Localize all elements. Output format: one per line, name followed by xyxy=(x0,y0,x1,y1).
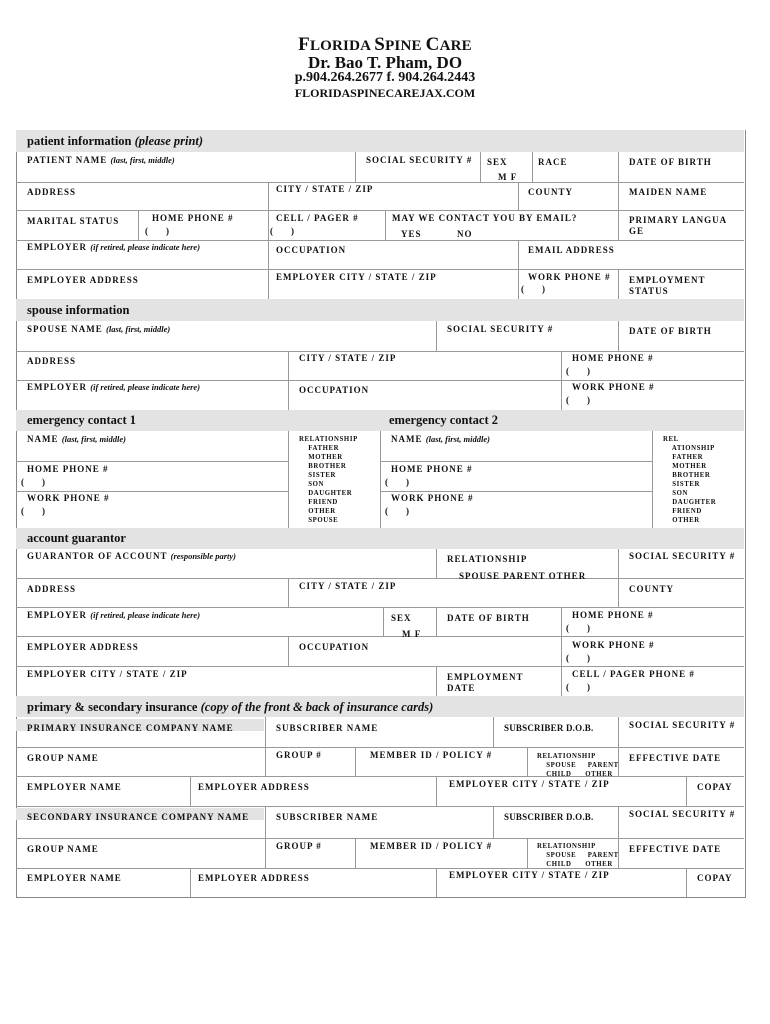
guarantor-employment-date-field[interactable]: EMPLOYMENT xyxy=(447,672,524,682)
patient-maiden-field[interactable]: MAIDEN NAME xyxy=(629,187,708,197)
secondary-effective-date-field[interactable]: EFFECTIVE DATE xyxy=(629,844,722,854)
patient-sex-label: SEX xyxy=(487,157,508,167)
primary-subscriber-field[interactable]: SUBSCRIBER NAME xyxy=(276,723,379,733)
patient-section-title: patient information (please print) xyxy=(27,134,204,148)
primary-group-name-field[interactable]: GROUP NAME xyxy=(27,753,99,763)
secondary-group-no-field[interactable]: GROUP # xyxy=(276,841,322,851)
primary-employer-name-field[interactable]: EMPLOYER NAME xyxy=(27,782,122,792)
patient-city-field[interactable]: CITY / STATE / ZIP xyxy=(276,184,374,194)
guarantor-cell-blank[interactable]: ( ) xyxy=(566,682,590,692)
email-consent-no[interactable]: NO xyxy=(457,229,473,239)
spouse-name-field[interactable]: SPOUSE NAME (last, first, middle) xyxy=(27,324,171,334)
patient-email-field[interactable]: EMAIL ADDRESS xyxy=(528,245,615,255)
spouse-work-phone-blank[interactable]: ( ) xyxy=(566,395,590,405)
guarantor-address-field[interactable]: ADDRESS xyxy=(27,584,77,594)
primary-group-no-field[interactable]: GROUP # xyxy=(276,750,322,760)
patient-marital-field[interactable]: MARITAL STATUS xyxy=(27,216,120,226)
patient-language-field[interactable]: PRIMARY LANGUA xyxy=(629,215,728,225)
patient-home-phone-field[interactable]: HOME PHONE # xyxy=(152,213,234,223)
patient-sex-options[interactable]: M F xyxy=(498,172,518,182)
patient-employer-address-field[interactable]: EMPLOYER ADDRESS xyxy=(27,275,139,285)
patient-employment-status-field[interactable]: EMPLOYMENT xyxy=(629,275,706,285)
secondary-group-name-field[interactable]: GROUP NAME xyxy=(27,844,99,854)
patient-employer-field[interactable]: EMPLOYER (if retired, please indicate here) xyxy=(27,242,201,252)
guarantor-name-field[interactable]: GUARANTOR OF ACCOUNT (responsible party) xyxy=(27,551,237,561)
primary-ssn-field[interactable]: SOCIAL SECURITY # xyxy=(629,720,736,730)
practice-name: FLORIDA SPINE CARE xyxy=(298,34,472,55)
patient-ssn-field[interactable]: SOCIAL SECURITY # xyxy=(366,155,473,165)
spouse-employer-field[interactable]: EMPLOYER (if retired, please indicate here) xyxy=(27,382,201,392)
patient-dob-field[interactable]: DATE OF BIRTH xyxy=(629,157,712,167)
guarantor-employer-field[interactable]: EMPLOYER (if retired, please indicate here) xyxy=(27,610,201,620)
guarantor-employment-date-cont: DATE xyxy=(447,683,476,693)
spouse-home-phone-blank[interactable]: ( ) xyxy=(566,366,590,376)
secondary-member-id-field[interactable]: MEMBER ID / POLICY # xyxy=(370,841,493,851)
secondary-employer-name-field[interactable]: EMPLOYER NAME xyxy=(27,873,122,883)
secondary-relationship-options[interactable]: RELATIONSHIP SPOUSE PARENT CHILD OTHER xyxy=(537,843,619,868)
secondary-copay-field[interactable]: COPAY xyxy=(697,873,733,883)
primary-subscriber-dob-field[interactable]: SUBSCRIBER D.O.B. xyxy=(504,723,594,733)
patient-email-consent-label: MAY WE CONTACT YOU BY EMAIL? xyxy=(392,213,578,223)
emergency1-home-phone-blank[interactable]: ( ) xyxy=(21,477,45,487)
patient-language-field-cont: GE xyxy=(629,226,645,236)
primary-copay-field[interactable]: COPAY xyxy=(697,782,733,792)
patient-cell-blank[interactable]: ( ) xyxy=(270,226,294,236)
spouse-ssn-field[interactable]: SOCIAL SECURITY # xyxy=(447,324,554,334)
emergency2-name-field[interactable]: NAME (last, first, middle) xyxy=(391,434,490,444)
emergency1-home-phone-field[interactable]: HOME PHONE # xyxy=(27,464,109,474)
spouse-section-title: spouse information xyxy=(27,303,130,317)
emergency1-name-field[interactable]: NAME (last, first, middle) xyxy=(27,434,126,444)
emergency1-relationship-options[interactable]: RELATIONSHIP FATHER MOTHER BROTHER SISTER SON DAUGHTER FRIEND OTHER SPOUSE xyxy=(299,436,358,524)
patient-name-field[interactable]: PATIENT NAME (last, first, middle) xyxy=(27,155,175,165)
secondary-ssn-field[interactable]: SOCIAL SECURITY # xyxy=(629,809,736,819)
patient-employer-city-field[interactable]: EMPLOYER CITY / STATE / ZIP xyxy=(276,272,437,282)
primary-member-id-field[interactable]: MEMBER ID / POLICY # xyxy=(370,750,493,760)
patient-cell-field[interactable]: CELL / PAGER # xyxy=(276,213,359,223)
doctor-name: Dr. Bao T. Pham, DO xyxy=(307,53,463,72)
guarantor-work-phone-field[interactable]: WORK PHONE # xyxy=(572,640,655,650)
guarantor-employer-address-field[interactable]: EMPLOYER ADDRESS xyxy=(27,642,139,652)
emergency2-relationship-options[interactable]: REL ATIONSHIP FATHER MOTHER BROTHER SISTER SON DAUGHTER FRIEND OTHER xyxy=(663,436,717,524)
practice-website: FLORIDASPINECAREJAX.COM xyxy=(294,86,476,100)
emergency2-home-phone-field[interactable]: HOME PHONE # xyxy=(391,464,473,474)
guarantor-employer-city-field[interactable]: EMPLOYER CITY / STATE / ZIP xyxy=(27,669,188,679)
patient-home-phone-blank[interactable]: ( ) xyxy=(145,226,169,236)
guarantor-relationship-label: RELATIONSHIP xyxy=(447,554,528,564)
guarantor-occupation-field[interactable]: OCCUPATION xyxy=(299,642,370,652)
emergency2-home-phone-blank[interactable]: ( ) xyxy=(385,477,409,487)
guarantor-home-phone-field[interactable]: HOME PHONE # xyxy=(572,610,654,620)
guarantor-section-title: account guarantor xyxy=(27,531,126,545)
spouse-dob-field[interactable]: DATE OF BIRTH xyxy=(629,326,712,336)
spouse-occupation-field[interactable]: OCCUPATION xyxy=(299,385,370,395)
email-consent-yes[interactable]: YES xyxy=(401,229,422,239)
guarantor-county-field[interactable]: COUNTY xyxy=(629,584,675,594)
patient-address-field[interactable]: ADDRESS xyxy=(27,187,77,197)
secondary-company-field[interactable]: SECONDARY INSURANCE COMPANY NAME xyxy=(27,812,250,822)
emergency2-work-phone-field[interactable]: WORK PHONE # xyxy=(391,493,474,503)
patient-occupation-field[interactable]: OCCUPATION xyxy=(276,245,347,255)
guarantor-city-field[interactable]: CITY / STATE / ZIP xyxy=(299,581,397,591)
secondary-subscriber-dob-field[interactable]: SUBSCRIBER D.O.B. xyxy=(504,812,594,822)
emergency2-work-phone-blank[interactable]: ( ) xyxy=(385,506,409,516)
spouse-home-phone-field[interactable]: HOME PHONE # xyxy=(572,353,654,363)
primary-effective-date-field[interactable]: EFFECTIVE DATE xyxy=(629,753,722,763)
emergency1-section-title: emergency contact 1 xyxy=(27,413,136,427)
primary-company-field[interactable]: PRIMARY INSURANCE COMPANY NAME xyxy=(27,723,234,733)
guarantor-sex-label: SEX xyxy=(391,613,412,623)
guarantor-work-phone-blank[interactable]: ( ) xyxy=(566,653,590,663)
patient-work-phone-blank[interactable]: ( ) xyxy=(521,284,545,294)
secondary-employer-city-field[interactable]: EMPLOYER CITY / STATE / ZIP xyxy=(449,870,610,880)
patient-employment-status-cont: STATUS xyxy=(629,286,669,296)
primary-relationship-options[interactable]: RELATIONSHIP SPOUSE PARENT CHILD OTHER xyxy=(537,753,619,778)
guarantor-dob-field[interactable]: DATE OF BIRTH xyxy=(447,613,530,623)
patient-race-field[interactable]: RACE xyxy=(538,157,568,167)
secondary-employer-address-field[interactable]: EMPLOYER ADDRESS xyxy=(198,873,310,883)
guarantor-sex-options[interactable]: M F xyxy=(402,629,422,639)
spouse-address-field[interactable]: ADDRESS xyxy=(27,356,77,366)
emergency1-work-phone-blank[interactable]: ( ) xyxy=(21,506,45,516)
primary-employer-city-field[interactable]: EMPLOYER CITY / STATE / ZIP xyxy=(449,779,610,789)
secondary-subscriber-field[interactable]: SUBSCRIBER NAME xyxy=(276,812,379,822)
patient-county-field[interactable]: COUNTY xyxy=(528,187,574,197)
insurance-section-title: primary & secondary insurance (copy of the front & back of insurance cards) xyxy=(27,700,434,714)
guarantor-cell-field[interactable]: CELL / PAGER PHONE # xyxy=(572,669,695,679)
patient-work-phone-field[interactable]: WORK PHONE # xyxy=(528,272,611,282)
guarantor-ssn-field[interactable]: SOCIAL SECURITY # xyxy=(629,551,736,561)
primary-employer-address-field[interactable]: EMPLOYER ADDRESS xyxy=(198,782,310,792)
practice-phones: p.904.264.2677 f. 904.264.2443 xyxy=(294,70,476,85)
emergency2-section-title: emergency contact 2 xyxy=(389,413,498,427)
guarantor-relationship-options[interactable]: SPOUSE PARENT OTHER xyxy=(459,571,587,581)
spouse-city-field[interactable]: CITY / STATE / ZIP xyxy=(299,353,397,363)
spouse-work-phone-field[interactable]: WORK PHONE # xyxy=(572,382,655,392)
emergency1-work-phone-field[interactable]: WORK PHONE # xyxy=(27,493,110,503)
guarantor-home-phone-blank[interactable]: ( ) xyxy=(566,623,590,633)
